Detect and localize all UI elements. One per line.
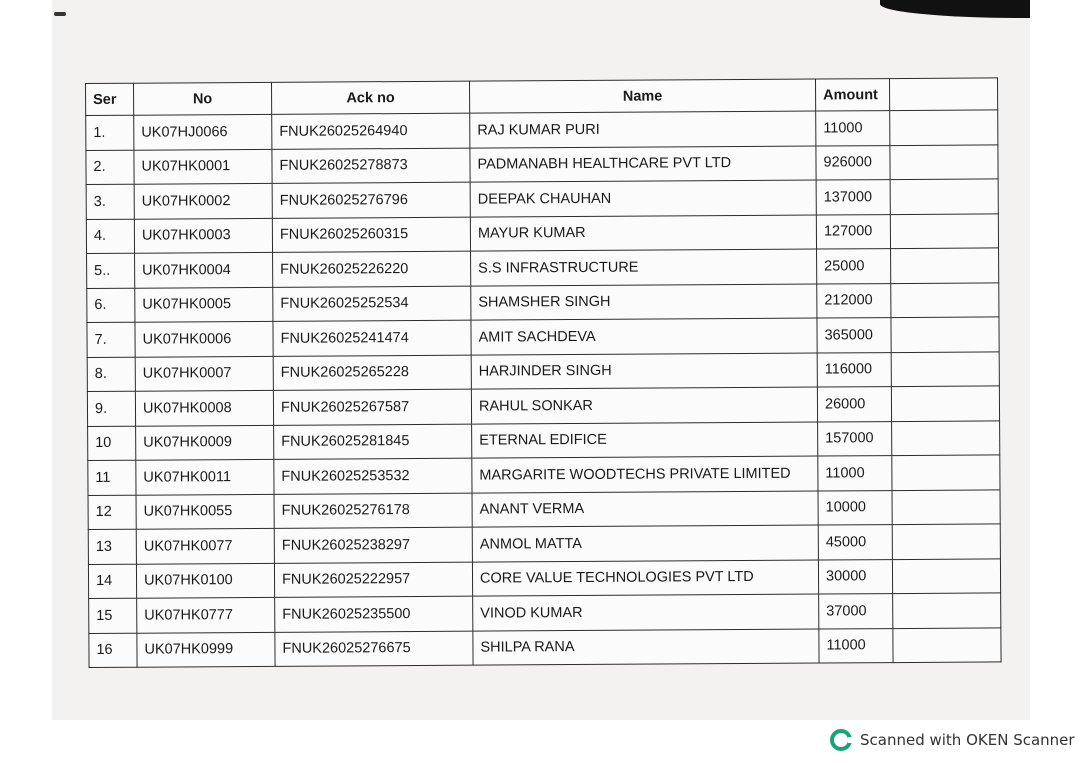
cell-amount: 11000: [816, 111, 890, 146]
cell-name: DEEPAK CHAUHAN: [470, 180, 816, 217]
cell-amount: 37000: [819, 594, 893, 629]
cell-name: MAYUR KUMAR: [470, 215, 816, 252]
cell-blank: [891, 282, 999, 317]
header-no: No: [134, 82, 272, 115]
table-row: [87, 317, 999, 357]
header-ack-no: Ack no: [271, 81, 469, 114]
table-row: [86, 144, 998, 184]
document-sheet: [85, 77, 1001, 668]
table-row: [88, 558, 1000, 598]
cell-name: RAHUL SONKAR: [471, 387, 817, 424]
cell-no: UK07HK0011: [136, 459, 274, 494]
table-row: [88, 489, 1000, 529]
cell-ack-no: FNUK26025252534: [273, 286, 471, 322]
cell-ser: 8.: [87, 357, 135, 392]
cell-ack-no: FNUK26025276796: [272, 182, 470, 218]
cell-name: SHILPA RANA: [473, 629, 819, 666]
cell-no: UK07HK0001: [134, 149, 272, 184]
cell-name: PADMANABH HEALTHCARE PVT LTD: [470, 146, 816, 183]
cell-ser: 3.: [86, 184, 134, 219]
cell-name: CORE VALUE TECHNOLOGIES PVT LTD: [472, 560, 818, 597]
cell-amount: 45000: [818, 525, 892, 560]
cell-ack-no: FNUK26025238297: [274, 527, 472, 563]
cell-ser: 1.: [86, 115, 134, 150]
cell-no: UK07HK0003: [134, 218, 272, 253]
cell-name: ANANT VERMA: [472, 491, 818, 528]
cell-ack-no: FNUK26025253532: [274, 458, 472, 494]
header-ser: Ser: [86, 83, 134, 115]
cell-blank: [892, 455, 1000, 490]
table-row: [89, 593, 1001, 633]
cell-ack-no: FNUK26025278873: [272, 148, 470, 184]
cell-name: ANMOL MATTA: [472, 525, 818, 562]
cell-blank: [891, 386, 999, 421]
cell-ack-no: FNUK26025226220: [273, 251, 471, 287]
cell-blank: [891, 317, 999, 352]
cell-amount: 157000: [818, 421, 892, 456]
cell-ser: 12: [88, 495, 136, 530]
table-row: [88, 420, 1000, 460]
cell-amount: 137000: [816, 180, 890, 215]
cell-name: SHAMSHER SINGH: [471, 284, 817, 321]
cell-blank: [890, 110, 998, 145]
table-row: [88, 455, 1000, 495]
cell-no: UK07HK0009: [136, 425, 274, 460]
cell-ack-no: FNUK26025267587: [273, 389, 471, 425]
cell-name: AMIT SACHDEVA: [471, 318, 817, 355]
cell-blank: [890, 213, 998, 248]
cell-blank: [893, 593, 1001, 628]
cell-blank: [892, 489, 1000, 524]
table-row: [87, 351, 999, 391]
cell-no: UK07HK0055: [136, 494, 274, 529]
cell-amount: 26000: [817, 387, 891, 422]
cell-no: UK07HK0006: [135, 321, 273, 356]
cell-ack-no: FNUK26025281845: [274, 424, 472, 460]
pen-mark: [54, 12, 66, 16]
cell-name: HARJINDER SINGH: [471, 353, 817, 390]
cell-ser: 10: [88, 426, 136, 461]
header-blank: [889, 78, 997, 111]
cell-ack-no: FNUK26025265228: [273, 355, 471, 391]
cell-name: VINOD KUMAR: [473, 594, 819, 631]
table-row: [87, 386, 999, 426]
cell-no: UK07HK0999: [137, 632, 275, 667]
cell-blank: [892, 420, 1000, 455]
cell-ser: 4.: [86, 219, 134, 254]
cell-ser: 16: [89, 633, 137, 668]
cell-blank: [892, 558, 1000, 593]
table-row: [87, 282, 999, 322]
cell-name: MARGARITE WOODTECHS PRIVATE LIMITED: [472, 456, 818, 493]
cell-ser: 15: [89, 598, 137, 633]
table-row: [88, 524, 1000, 564]
cell-ser: 7.: [87, 322, 135, 357]
cell-ack-no: FNUK26025276675: [275, 631, 473, 667]
cell-ack-no: FNUK26025235500: [275, 596, 473, 632]
cell-no: UK07HK0007: [135, 356, 273, 391]
table-body: [86, 110, 1001, 668]
cell-no: UK07HK0077: [136, 528, 274, 563]
cell-no: UK07HK0005: [135, 287, 273, 322]
table-row: [89, 627, 1001, 667]
cell-ack-no: FNUK26025276178: [274, 493, 472, 529]
table-row: [87, 248, 999, 288]
header-amount: Amount: [815, 79, 889, 111]
cell-ack-no: FNUK26025241474: [273, 320, 471, 356]
cell-amount: 365000: [817, 318, 891, 353]
cell-blank: [890, 144, 998, 179]
cell-ser: 11: [88, 460, 136, 495]
cell-amount: 11000: [819, 628, 893, 663]
cell-amount: 212000: [817, 283, 891, 318]
cell-blank: [890, 179, 998, 214]
cell-ack-no: FNUK26025264940: [272, 113, 470, 149]
cell-ser: 14: [88, 564, 136, 599]
table-row: [86, 110, 998, 150]
cell-blank: [893, 627, 1001, 662]
cell-no: UK07HK0777: [137, 597, 275, 632]
cell-ser: 5..: [87, 253, 135, 288]
cell-ser: 9.: [87, 391, 135, 426]
cell-blank: [892, 524, 1000, 559]
cell-no: UK07HK0002: [134, 183, 272, 218]
cell-amount: 25000: [817, 249, 891, 284]
cell-amount: 10000: [818, 490, 892, 525]
cell-no: UK07HJ0066: [134, 114, 272, 149]
cell-ser: 13: [88, 529, 136, 564]
cell-blank: [891, 351, 999, 386]
watermark-text: Scanned with OKEN Scanner: [860, 731, 1075, 749]
cell-ack-no: FNUK26025260315: [272, 217, 470, 253]
cell-amount: 926000: [816, 145, 890, 180]
cell-no: UK07HK0008: [135, 390, 273, 425]
cell-blank: [891, 248, 999, 283]
scanner-watermark: [830, 729, 1075, 751]
cell-amount: 30000: [818, 559, 892, 594]
cell-name: RAJ KUMAR PURI: [470, 111, 816, 148]
table-row: [86, 213, 998, 253]
cell-name: ETERNAL EDIFICE: [472, 422, 818, 459]
table-row: [86, 179, 998, 219]
cell-amount: 127000: [816, 214, 890, 249]
cell-name: S.S INFRASTRUCTURE: [471, 249, 817, 286]
cell-no: UK07HK0004: [135, 252, 273, 287]
cell-ser: 2.: [86, 150, 134, 185]
cell-amount: 116000: [817, 352, 891, 387]
header-name: Name: [469, 79, 815, 113]
cell-ack-no: FNUK26025222957: [274, 562, 472, 598]
cell-ser: 6.: [87, 288, 135, 323]
vehicle-amount-table: [85, 77, 1002, 668]
cell-no: UK07HK0100: [136, 563, 274, 598]
cell-amount: 11000: [818, 456, 892, 491]
scanner-logo-icon: [830, 729, 852, 751]
